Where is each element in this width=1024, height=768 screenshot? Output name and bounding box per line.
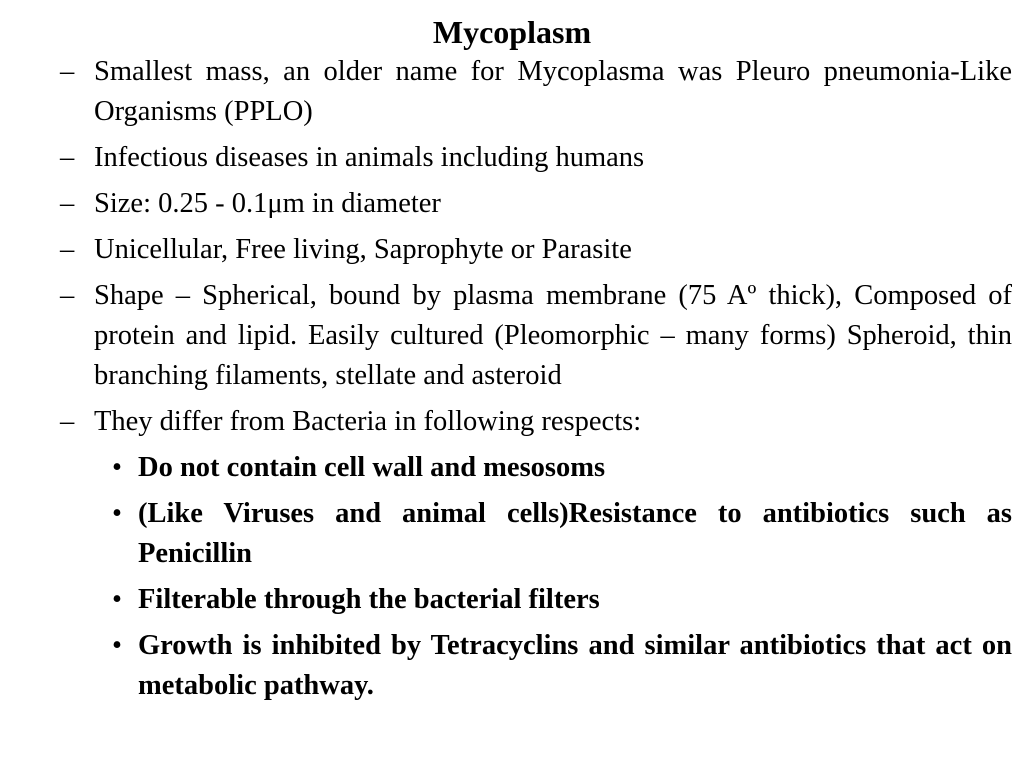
dash-bullet-icon: –: [60, 56, 75, 87]
sub-bullet-text: Growth is inhibited by Tetracyclins and similar antibiotics that act on metabolic pathway.: [138, 630, 1012, 701]
sub-bullet-text: (Like Viruses and animal cells)Resistance to antibiotics such as Penicillin: [138, 498, 1012, 569]
bullet-item: [60, 184, 1012, 224]
dot-bullet-icon: •: [112, 452, 122, 483]
sub-bullet-text: Filterable through the bacterial filters: [138, 584, 600, 615]
dash-bullet-icon: –: [60, 188, 75, 219]
dash-bullet-icon: –: [60, 406, 75, 437]
bullet-text: Smallest mass, an older name for Mycoplasma was Pleuro pneumonia-Like Organisms (PPLO): [94, 56, 1012, 127]
bullet-item: [60, 138, 1012, 178]
dot-bullet-icon: •: [112, 584, 122, 615]
bullet-text: Shape – Spherical, bound by plasma membrane (75 Aº thick), Composed of protein and lipid. Easily cultured (Pleomorphic – many forms) Spheroid, thin branching filaments, stellate and asteroid: [94, 280, 1012, 391]
dash-bullet-icon: –: [60, 142, 75, 173]
dash-bullet-icon: –: [60, 280, 75, 311]
bullet-item: [60, 230, 1012, 270]
bullet-text: Unicellular, Free living, Saprophyte or Parasite: [94, 234, 632, 265]
sub-bullet-text: Do not contain cell wall and mesosoms: [138, 452, 606, 483]
bullet-text: They differ from Bacteria in following respects:: [94, 406, 642, 437]
dot-bullet-icon: •: [112, 498, 122, 529]
bullet-list: [60, 52, 1012, 712]
bullet-text: Size: 0.25 - 0.1μm in diameter: [94, 188, 441, 219]
bullet-item: [60, 52, 1012, 132]
dash-bullet-icon: –: [60, 234, 75, 265]
bullet-item: [60, 276, 1012, 396]
sub-bullet-item: [112, 448, 1012, 488]
dot-bullet-icon: •: [112, 630, 122, 661]
sub-bullet-item: [112, 580, 1012, 620]
bullet-item: [60, 402, 1012, 442]
sub-bullet-item: [112, 494, 1012, 574]
sub-bullet-item: [112, 626, 1012, 706]
slide-title: Mycoplasm: [432, 14, 592, 50]
bullet-text: Infectious diseases in animals including humans: [94, 142, 645, 173]
